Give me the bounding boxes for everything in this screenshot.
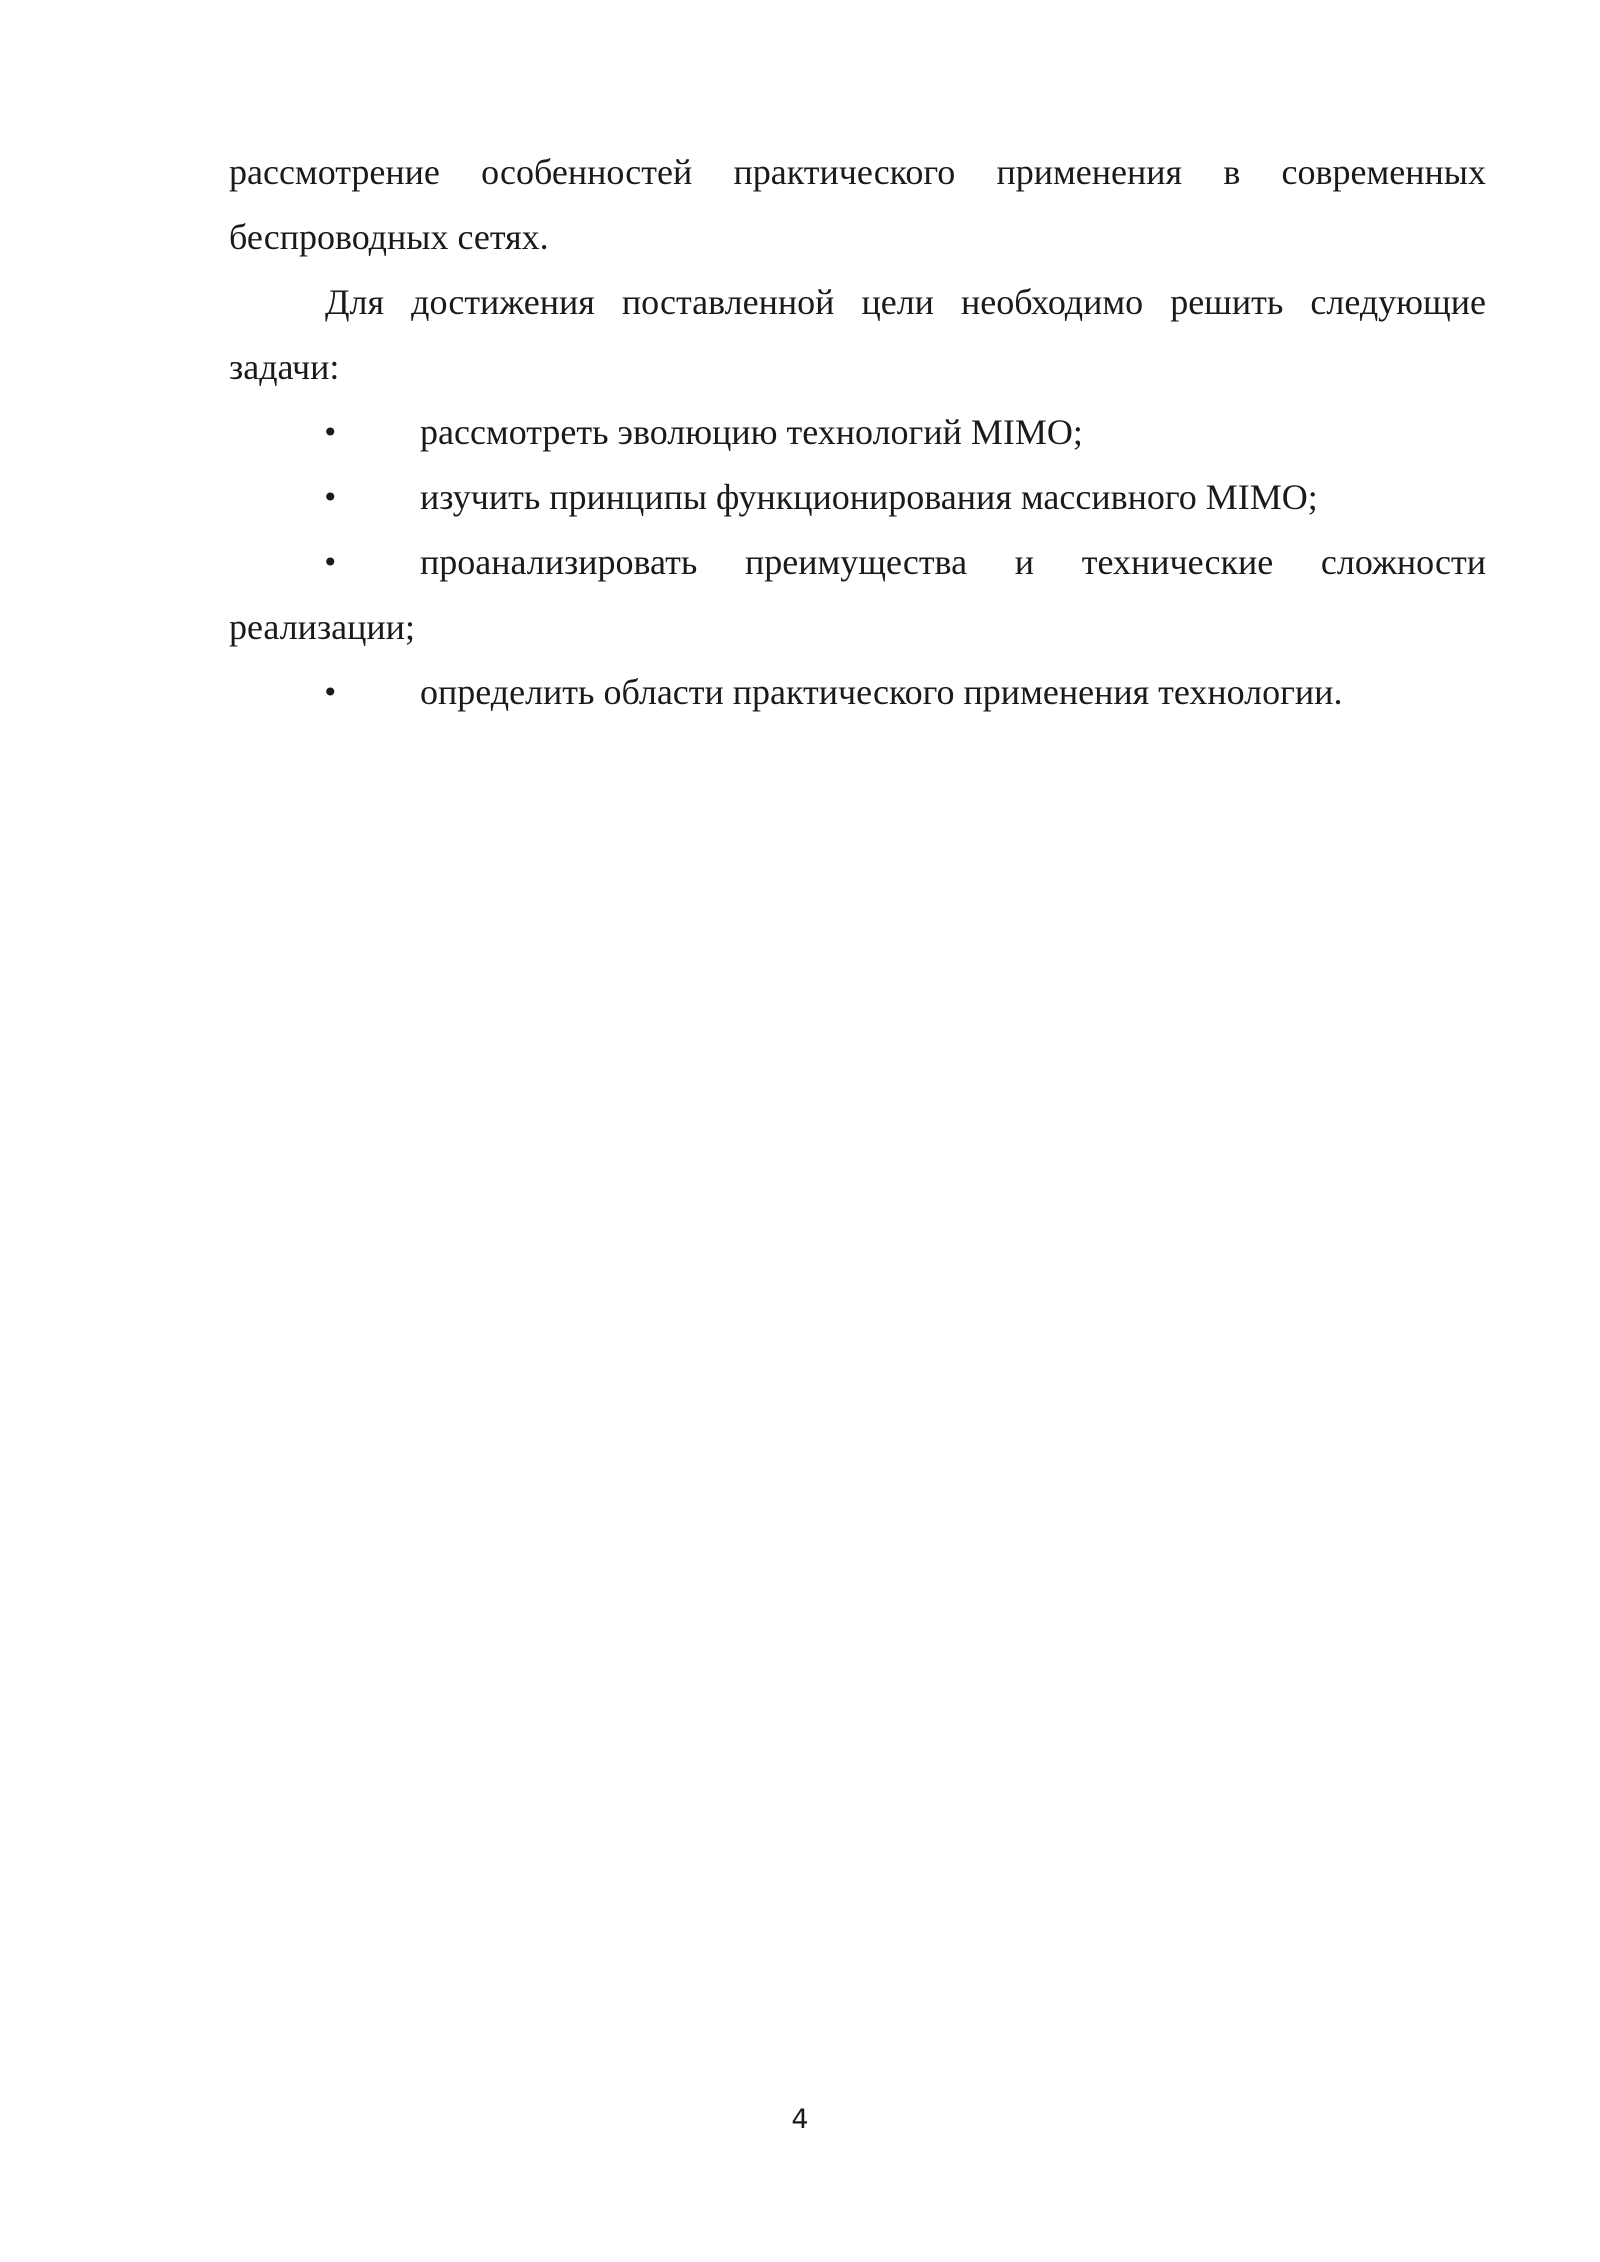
paragraph-goal-continuation: рассмотрение особенностей практического применения в современных беспроводных сетях. — [229, 152, 1486, 257]
list-item — [229, 465, 1486, 530]
list-item-text: определить области практического применения технологии. — [420, 672, 1343, 712]
list-item — [229, 530, 1486, 660]
list-item-text: проанализировать преимущества и технические сложности реализации; — [229, 542, 1486, 647]
paragraph-tasks-intro: Для достижения поставленной цели необходимо решить следующие задачи: — [229, 282, 1486, 387]
bullet-icon: • — [322, 546, 339, 579]
list-item — [229, 400, 1486, 465]
bullet-icon: • — [322, 676, 339, 709]
list-item-text: рассмотреть эволюцию технологий MIMO; — [420, 412, 1083, 452]
bullet-icon: • — [322, 481, 339, 514]
page-body — [229, 140, 1486, 725]
list-item-text: изучить принципы функционирования массивного MIMO; — [420, 477, 1318, 517]
task-list — [229, 400, 1486, 725]
list-item — [229, 660, 1486, 725]
page-number: 4 — [791, 2104, 809, 2135]
bullet-icon: • — [322, 416, 339, 449]
